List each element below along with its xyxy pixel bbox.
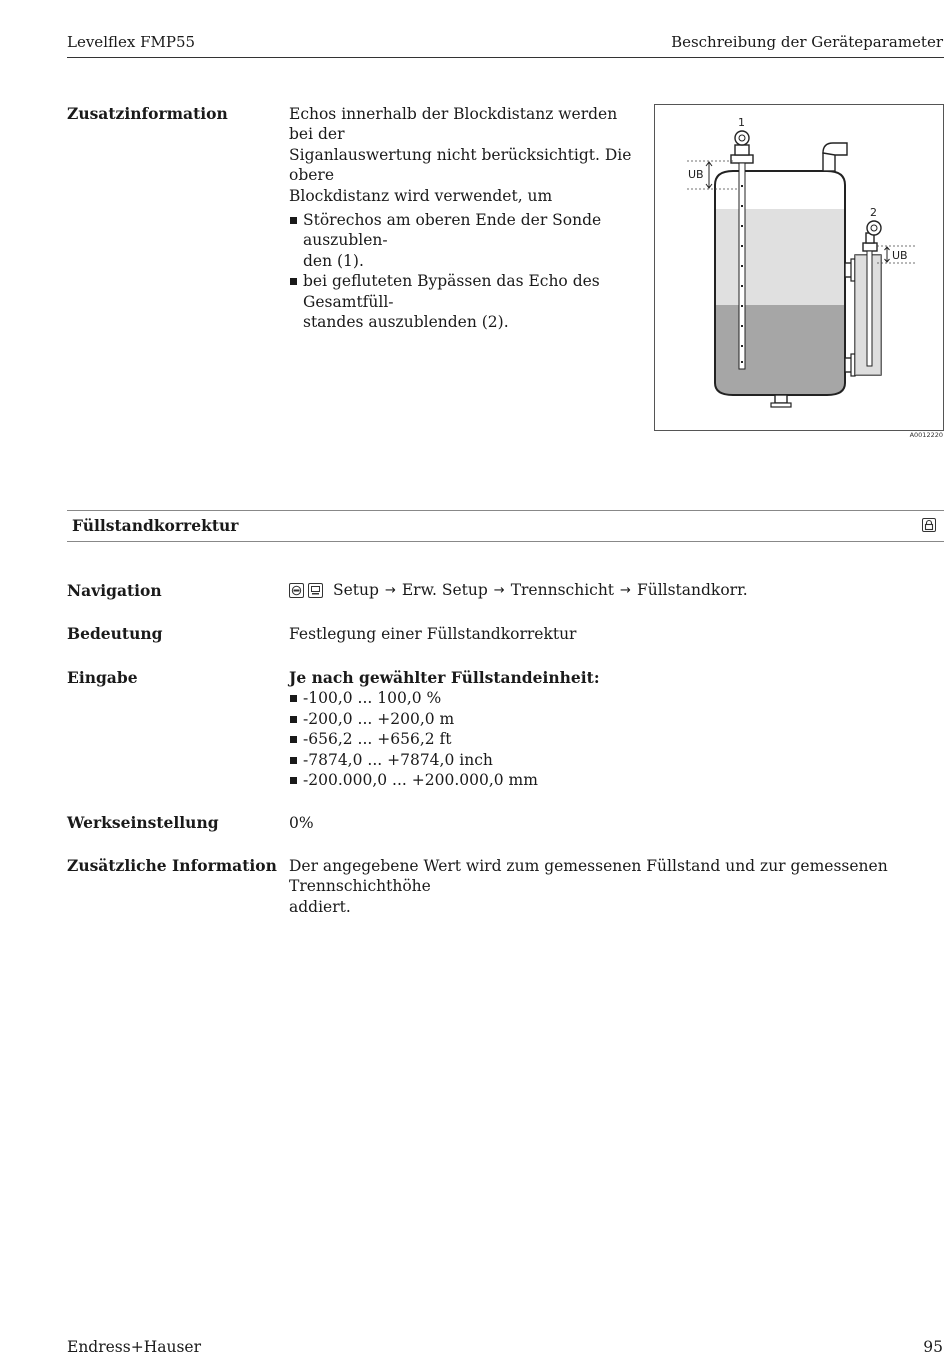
lower-phase — [715, 305, 845, 395]
ub-label-2: UB — [892, 249, 908, 262]
flange-2 — [863, 243, 877, 251]
zusatz-line: Siganlauswertung nicht berücksichtigt. Die obere — [289, 145, 632, 185]
zusatz-line: Blockdistanz wird verwendet, um — [289, 186, 553, 205]
list-item — [289, 210, 639, 271]
header-rule — [67, 57, 944, 58]
list-item: -200.000,0 ... +200.000,0 mm — [289, 770, 889, 790]
zusaetzlich-text — [289, 856, 944, 917]
navigation-path — [289, 581, 748, 599]
tank-diagram — [655, 105, 943, 430]
zusatz-label: Zusatzinformation — [67, 104, 228, 123]
header-product: Levelflex FMP55 — [67, 33, 196, 51]
arrow-right-icon: → — [493, 582, 505, 598]
list-item: -656,2 ... +656,2 ft — [289, 729, 889, 749]
zusatz-line: Echos innerhalb der Blockdistanz werden bei der — [289, 105, 618, 144]
bullet-line: standes auszublenden (2). — [303, 313, 509, 332]
zusaetzlich-line: Der angegebene Wert wird zum gemessenen Füllstand und zur gemessenen Trennschichthöhe — [289, 857, 888, 896]
list-item: -7874,0 ... +7874,0 inch — [289, 750, 889, 770]
figure-label-1: 1 — [738, 116, 745, 129]
bottom-outlet — [775, 395, 787, 403]
zusatz-bullets — [289, 210, 639, 332]
werks-label: Werkseinstellung — [67, 813, 219, 832]
figure-code: A0012220 — [909, 431, 943, 439]
eingabe-block — [289, 668, 889, 790]
tank-figure — [654, 104, 944, 431]
zusaetzlich-line: addiert. — [289, 897, 351, 916]
footer-brand: Endress+Hauser — [67, 1338, 201, 1356]
operating-key-icon — [289, 583, 304, 598]
top-nozzle — [823, 153, 835, 171]
list-item — [289, 271, 639, 332]
bullet-line: den (1). — [303, 251, 364, 270]
nav-step: Füllstandkorr. — [636, 581, 748, 599]
upper-phase — [715, 209, 845, 309]
bullet-line: bei gefluteten Bypässen das Echo des Gesamtfüll- — [303, 272, 600, 311]
transmitter-neck-1 — [735, 145, 749, 155]
eingabe-list — [289, 688, 889, 790]
display-menu-icon — [308, 583, 323, 598]
eingabe-label: Eingabe — [67, 668, 138, 687]
list-item: -200,0 ... +200,0 m — [289, 709, 889, 729]
flange-1 — [731, 155, 753, 163]
probe-rod-2 — [867, 251, 872, 366]
bullet-line: Störechos am oberen Ende der Sonde auszublen- — [303, 211, 602, 250]
bedeutung-text: Festlegung einer Füllstandkorrektur — [289, 625, 577, 643]
section-rule-bottom — [67, 541, 944, 542]
arrow-right-icon: → — [384, 582, 396, 598]
section-title: Füllstandkorrektur — [72, 516, 239, 535]
ub-label-1: UB — [688, 168, 704, 181]
zusatz-text — [289, 104, 639, 332]
page-number: 95 — [923, 1338, 943, 1356]
eingabe-heading: Je nach gewählter Füllstandeinheit: — [289, 668, 600, 687]
nav-step: Setup — [333, 581, 379, 599]
transmitter-head-1 — [735, 131, 749, 145]
nav-step: Trennschicht — [510, 581, 615, 599]
list-item: -100,0 ... 100,0 % — [289, 688, 889, 708]
outlet-flange — [771, 403, 791, 407]
zusaetzlich-label: Zusätzliche Information — [67, 856, 277, 875]
arrow-right-icon: → — [620, 582, 631, 598]
section-rule-top — [67, 510, 944, 511]
figure-label-2: 2 — [870, 206, 877, 219]
lock-icon — [922, 518, 936, 532]
bedeutung-label: Bedeutung — [67, 624, 163, 643]
werks-value: 0% — [289, 814, 314, 832]
transmitter-head-2 — [867, 221, 881, 235]
nozzle-elbow — [823, 143, 847, 155]
header-chapter: Beschreibung der Geräteparameter — [671, 33, 943, 51]
nav-step: Erw. Setup — [401, 581, 488, 599]
navigation-label: Navigation — [67, 581, 162, 600]
